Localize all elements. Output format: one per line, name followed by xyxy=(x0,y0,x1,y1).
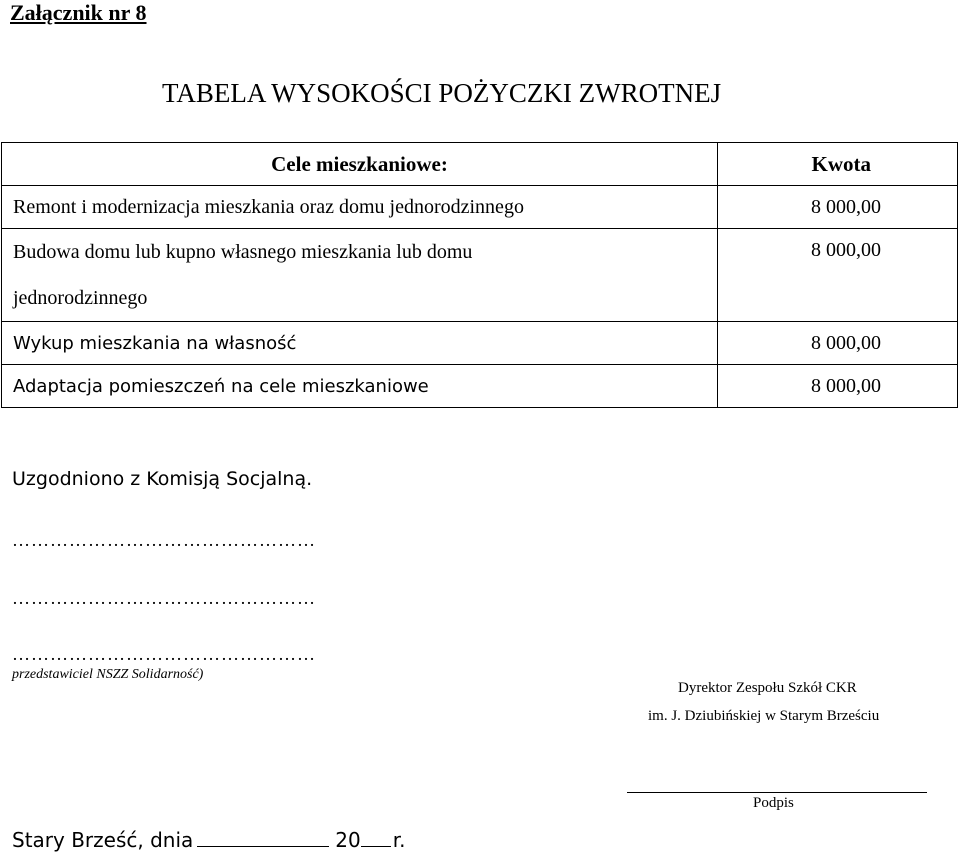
row-purpose: Wykup mieszkania na własność xyxy=(2,322,718,365)
agreed-statement: Uzgodniono z Komisją Socjalną. xyxy=(12,468,313,490)
table-header-row xyxy=(2,143,958,186)
signature-dotted-line: ………………………………………… xyxy=(12,644,316,664)
row-purpose: Remont i modernizacja mieszkania oraz domu jednorodzinnego xyxy=(2,186,718,229)
signature-line xyxy=(627,792,927,793)
day-blank xyxy=(197,828,329,847)
place-date-prefix: Stary Brześć, dnia xyxy=(12,828,194,852)
table-row xyxy=(2,322,958,365)
row-amount: 8 000,00 xyxy=(718,186,958,229)
year-prefix: 20 xyxy=(335,828,361,852)
row-purpose-line2: jednorodzinnego xyxy=(13,287,148,309)
row-purpose: Adaptacja pomieszczeń na cele mieszkaniowe xyxy=(2,365,718,408)
place-date-suffix: r. xyxy=(392,828,406,852)
director-title: Dyrektor Zespołu Szkół CKR xyxy=(678,680,857,696)
attachment-label: Załącznik nr 8 xyxy=(10,0,147,25)
row-amount: 8 000,00 xyxy=(718,322,958,365)
table-row xyxy=(2,365,958,408)
row-amount: 8 000,00 xyxy=(718,365,958,408)
header-purpose: Cele mieszkaniowe: xyxy=(2,143,718,186)
row-purpose-line1: Budowa domu lub kupno własnego mieszkania lub domu xyxy=(13,241,473,263)
table-row xyxy=(2,229,958,322)
document-title: TABELA WYSOKOŚCI POŻYCZKI ZWROTNEJ xyxy=(162,78,722,108)
row-purpose xyxy=(2,229,718,322)
place-date-line xyxy=(12,828,405,852)
loan-amount-table xyxy=(1,142,958,408)
signature-label: Podpis xyxy=(753,795,794,811)
table-row xyxy=(2,186,958,229)
header-amount: Kwota xyxy=(718,143,958,186)
director-school: im. J. Dziubińskiej w Starym Brześciu xyxy=(648,708,880,724)
row-amount: 8 000,00 xyxy=(718,229,958,322)
year-blank xyxy=(361,828,391,847)
signature-dotted-line: ………………………………………… xyxy=(12,530,316,550)
signature-dotted-line: ………………………………………… xyxy=(12,588,316,608)
representative-label: przedstawiciel NSZZ Solidarność) xyxy=(12,667,204,682)
